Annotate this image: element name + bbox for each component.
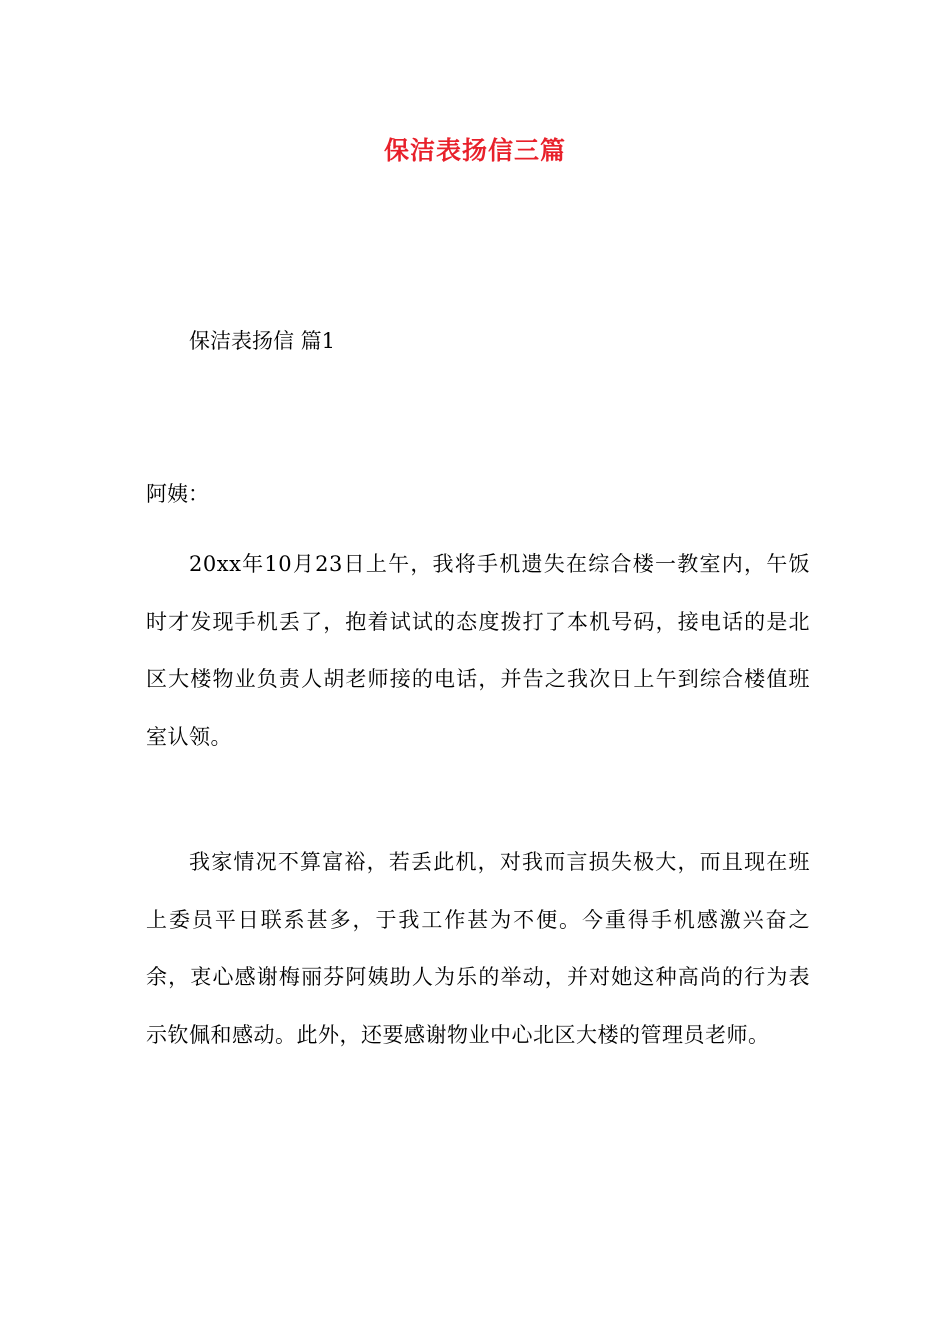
body-paragraph: 我家情况不算富裕，若丢此机，对我而言损失极大，而且现在班上委员平日联系甚多，于我工作甚为不便。今重得手机感激兴奋之余，衷心感谢梅丽芬阿姨助人为乐的举动，并对她这种高尚的行为表示钦佩和感动。此外，还要感谢物业中心北区大楼的管理员老师。 — [146, 850, 810, 1047]
document-title: 保洁表扬信三篇 — [383, 136, 566, 165]
salutation: 阿姨： — [146, 482, 209, 506]
body-paragraph: 20xx年10月23日上午，我将手机遗失在综合楼一教室内，午饭时才发现手机丢了，抱着试试的态度拨打了本机号码，接电话的是北区大楼物业负责人胡老师接的电话，并告之我次日上午到综合楼值班室认领。 — [146, 552, 810, 749]
section-heading: 保洁表扬信 篇1 — [189, 329, 336, 353]
